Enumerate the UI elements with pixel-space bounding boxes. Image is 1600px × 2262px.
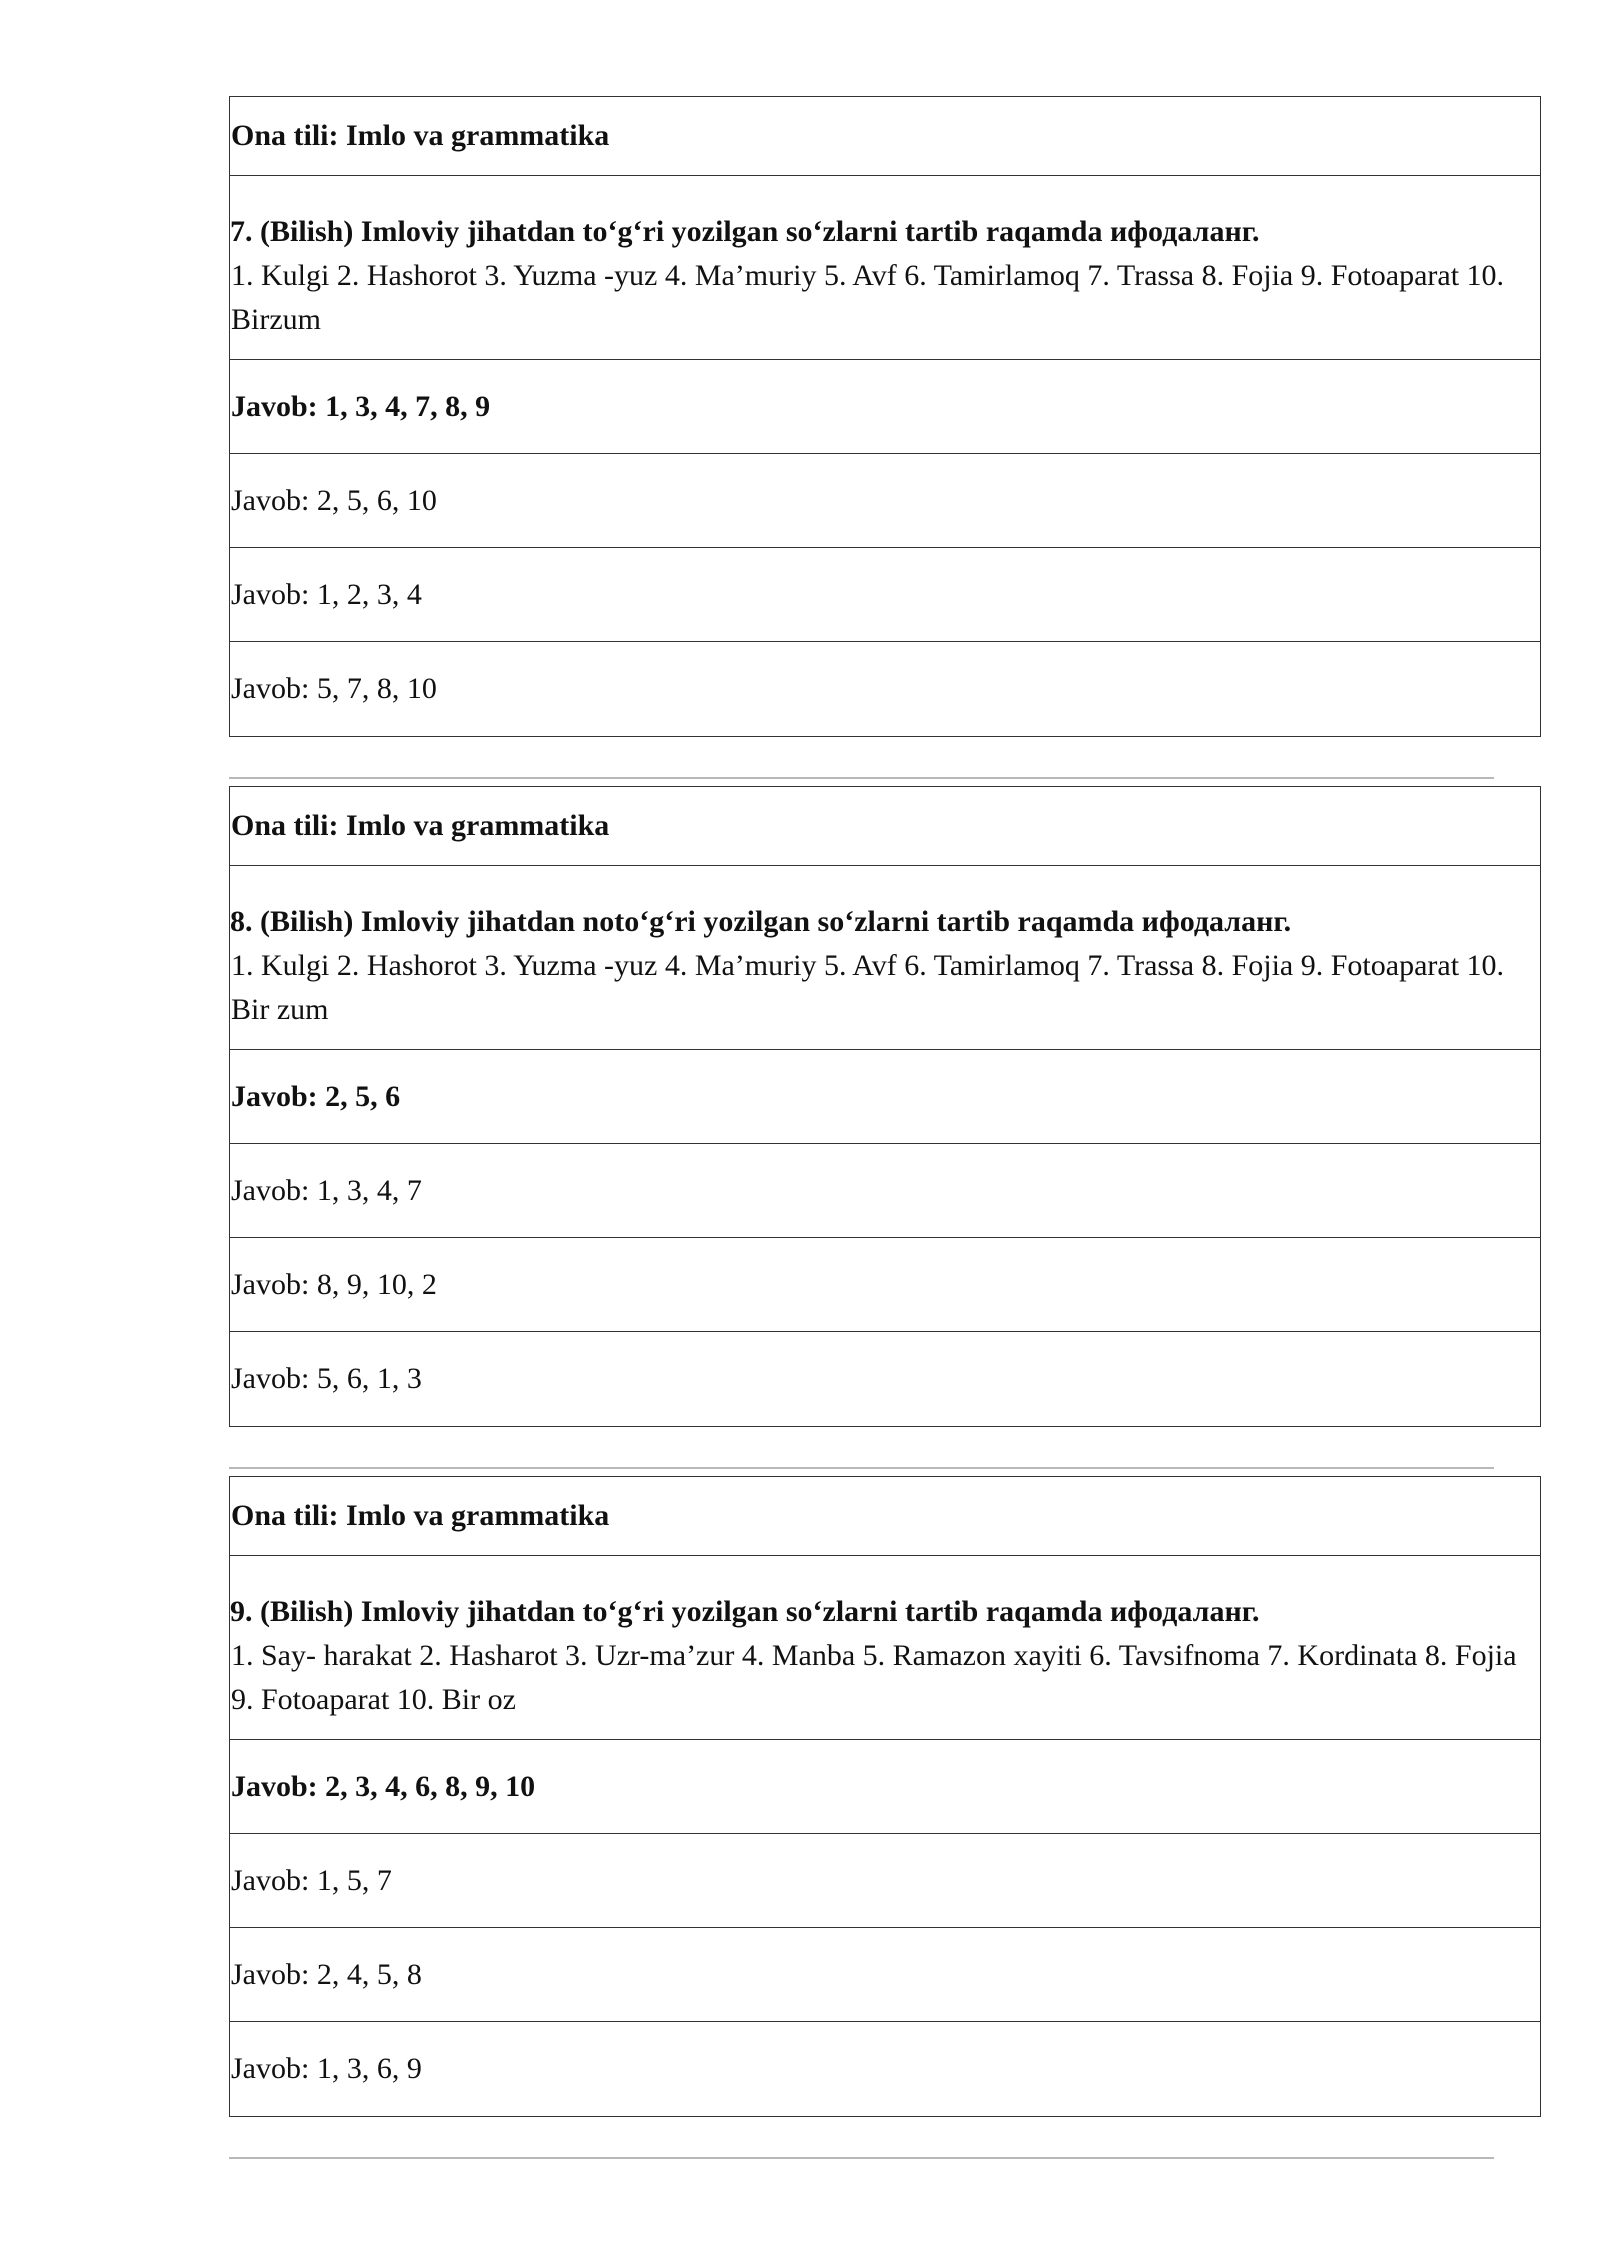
answer-option[interactable] <box>230 1834 1540 1928</box>
answer-text: Javob: 1, 2, 3, 4 <box>231 577 422 611</box>
question-body: 1. Kulgi 2. Hashorot 3. Yuzma -yuz 4. Ma’muriy 5. Avf 6. Tamirlamoq 7. Trassa 8. Fojia 9. Fotoaparat 10. Birzum <box>231 259 1505 336</box>
subject-row <box>230 1477 1540 1556</box>
answer-option-correct[interactable] <box>230 1050 1540 1144</box>
answer-text: Javob: 1, 3, 4, 7 <box>231 1173 422 1207</box>
subject-label: Ona tili: Imlo va grammatika <box>231 1499 610 1532</box>
question-title: 7. (Bilish) Imloviy jihatdan to‘g‘ri yozilgan so‘zlarni tartib raqamda ифодаланг. <box>230 215 1260 248</box>
answer-text: Javob: 8, 9, 10, 2 <box>231 1267 437 1301</box>
question-body: 1. Say- harakat 2. Hasharot 3. Uzr-ma’zur 4. Manba 5. Ramazon xayiti 6. Tavsifnoma 7. Kordinata 8. Fojia 9. Fotoaparat 10. Bir oz <box>231 1639 1517 1716</box>
answer-option[interactable] <box>230 548 1540 642</box>
separator-line <box>229 777 1494 779</box>
answer-text: Javob: 2, 5, 6 <box>231 1079 401 1113</box>
answer-text: Javob: 2, 5, 6, 10 <box>231 483 437 517</box>
answer-text: Javob: 5, 7, 8, 10 <box>231 672 437 705</box>
subject-row <box>230 97 1540 176</box>
answer-option[interactable] <box>230 2022 1540 2116</box>
question-title: 8. (Bilish) Imloviy jihatdan noto‘g‘ri yozilgan so‘zlarni tartib raqamda ифодаланг. <box>230 905 1292 938</box>
subject-label: Ona tili: Imlo va grammatika <box>231 809 610 842</box>
subject-label: Ona tili: Imlo va grammatika <box>231 119 610 152</box>
answer-option-correct[interactable] <box>230 1740 1540 1834</box>
question-title: 9. (Bilish) Imloviy jihatdan to‘g‘ri yozilgan so‘zlarni tartib raqamda ифодаланг. <box>230 1595 1260 1628</box>
separator-line <box>229 2157 1494 2159</box>
answer-option-correct[interactable] <box>230 360 1540 454</box>
answer-option[interactable] <box>230 1144 1540 1238</box>
answer-text: Javob: 2, 3, 4, 6, 8, 9, 10 <box>231 1769 536 1803</box>
answer-option[interactable] <box>230 642 1540 736</box>
question-row <box>230 1556 1540 1740</box>
question-body: 1. Kulgi 2. Hashorot 3. Yuzma -yuz 4. Ma’muriy 5. Avf 6. Tamirlamoq 7. Trassa 8. Fojia 9. Fotoaparat 10. Bir zum <box>231 949 1505 1026</box>
answer-option[interactable] <box>230 1238 1540 1332</box>
answer-text: Javob: 2, 4, 5, 8 <box>231 1957 422 1991</box>
question-block-7 <box>229 96 1541 737</box>
question-row <box>230 176 1540 360</box>
question-row <box>230 866 1540 1050</box>
subject-row <box>230 787 1540 866</box>
answer-option[interactable] <box>230 454 1540 548</box>
answer-text: Javob: 1, 3, 4, 7, 8, 9 <box>231 389 491 423</box>
answer-text: Javob: 5, 6, 1, 3 <box>231 1362 422 1395</box>
question-block-8 <box>229 786 1541 1427</box>
separator-line <box>229 1467 1494 1469</box>
answer-option[interactable] <box>230 1928 1540 2022</box>
question-block-9 <box>229 1476 1541 2117</box>
answer-text: Javob: 1, 3, 6, 9 <box>231 2052 422 2085</box>
answer-option[interactable] <box>230 1332 1540 1426</box>
answer-text: Javob: 1, 5, 7 <box>231 1863 392 1897</box>
